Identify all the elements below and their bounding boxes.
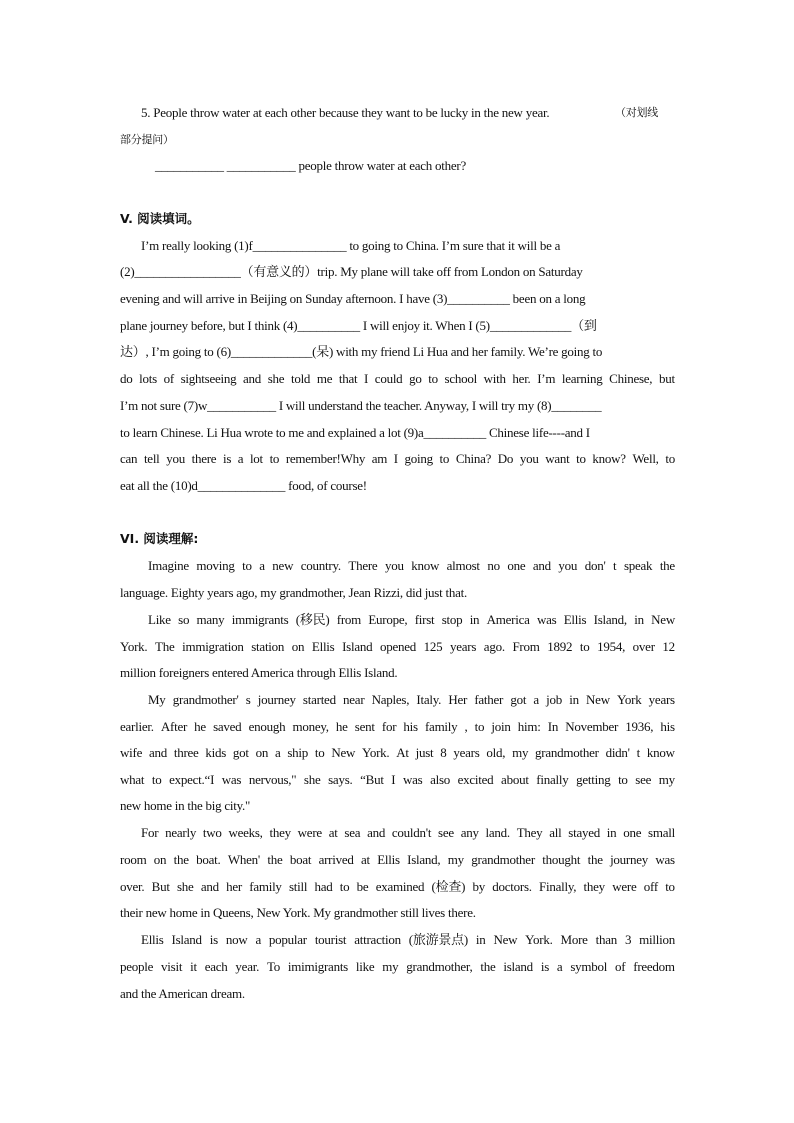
paragraph-line: people visit it each year. To imimigrants like my grandmother, the island is a symbol of freedom xyxy=(120,959,675,974)
paragraph-line: (2)_________________（有意义的）trip. My plane will take off from London on Saturday xyxy=(120,264,583,279)
q5-answer-line: ___________ ___________ people throw water at each other? xyxy=(155,158,467,173)
paragraph-line: earlier. After he saved enough money, he sent for his family , to join him: In November 1936, his xyxy=(120,719,675,734)
paragraph-line: Imagine moving to a new country. There you know almost no one and you don' t speak the xyxy=(148,558,675,573)
section-vi-heading: VI. 阅读理解: xyxy=(120,531,199,546)
paragraph-line: I’m really looking (1)f_______________ to going to China. I’m sure that it will be a xyxy=(141,238,561,253)
paragraph-line: plane journey before, but I think (4)__________ I will enjoy it. When I (5)_____________（到 xyxy=(120,318,597,333)
q5-note-cont: 部分提问） xyxy=(120,133,174,146)
paragraph-line: Ellis Island is now a popular tourist attraction (旅游景点) in New York. More than 3 million xyxy=(141,932,675,947)
paragraph-line: to learn Chinese. Li Hua wrote to me and explained a lot (9)a__________ Chinese life----and I xyxy=(120,425,590,440)
paragraph-line: their new home in Queens, New York. My grandmother still lives there. xyxy=(120,905,476,920)
paragraph-line: and the American dream. xyxy=(120,986,245,1001)
paragraph-line: wife and three kids got on a ship to New York. At just 8 years old, my grandmother didn' t know xyxy=(120,745,675,760)
paragraph-line: what to expect.“I was nervous," she says. “But I was also excited about finally getting to see my xyxy=(120,772,675,787)
paragraph-line: eat all the (10)d______________ food, of course! xyxy=(120,478,367,493)
paragraph-line: I’m not sure (7)w___________ I will understand the teacher. Anyway, I will try my (8)________ xyxy=(120,398,602,413)
paragraph-line: York. The immigration station on Ellis Island opened 125 years ago. From 1892 to 1954, over 12 xyxy=(120,639,675,654)
paragraph-line: My grandmother' s journey started near Naples, Italy. Her father got a job in New York years xyxy=(148,692,675,707)
paragraph-line: million foreigners entered America through Ellis Island. xyxy=(120,665,398,680)
paragraph-line: over. But she and her family still had to be examined (检查) by doctors. Finally, they were off to xyxy=(120,879,675,894)
paragraph-line: Like so many immigrants (移民) from Europe, first stop in America was Ellis Island, in New xyxy=(148,612,675,627)
q5-note: （对划线 xyxy=(615,106,658,119)
paragraph-line: 达）, I’m going to (6)_____________(呆) with my friend Li Hua and her family. We’re going to xyxy=(120,344,603,359)
paragraph-line: For nearly two weeks, they were at sea and couldn't see any land. They all stayed in one small xyxy=(141,825,675,840)
paragraph-line: can tell you there is a lot to remember!Why am I going to China? Do you want to know? Well, to xyxy=(120,451,675,466)
paragraph-line: language. Eighty years ago, my grandmother, Jean Rizzi, did just that. xyxy=(120,585,467,600)
paragraph-line: room on the boat. When' the boat arrived at Ellis Island, my grandmother thought the journey was xyxy=(120,852,675,867)
section-v-heading: V. 阅读填词。 xyxy=(120,211,200,226)
paragraph-line: new home in the big city." xyxy=(120,798,251,813)
paragraph-line: evening and will arrive in Beijing on Sunday afternoon. I have (3)__________ been on a long xyxy=(120,291,586,306)
q5-question: 5. People throw water at each other because they want to be lucky in the new year. xyxy=(141,105,550,120)
paragraph-line: do lots of sightseeing and she told me that I could go to school with her. I’m learning Chinese, but xyxy=(120,371,675,386)
